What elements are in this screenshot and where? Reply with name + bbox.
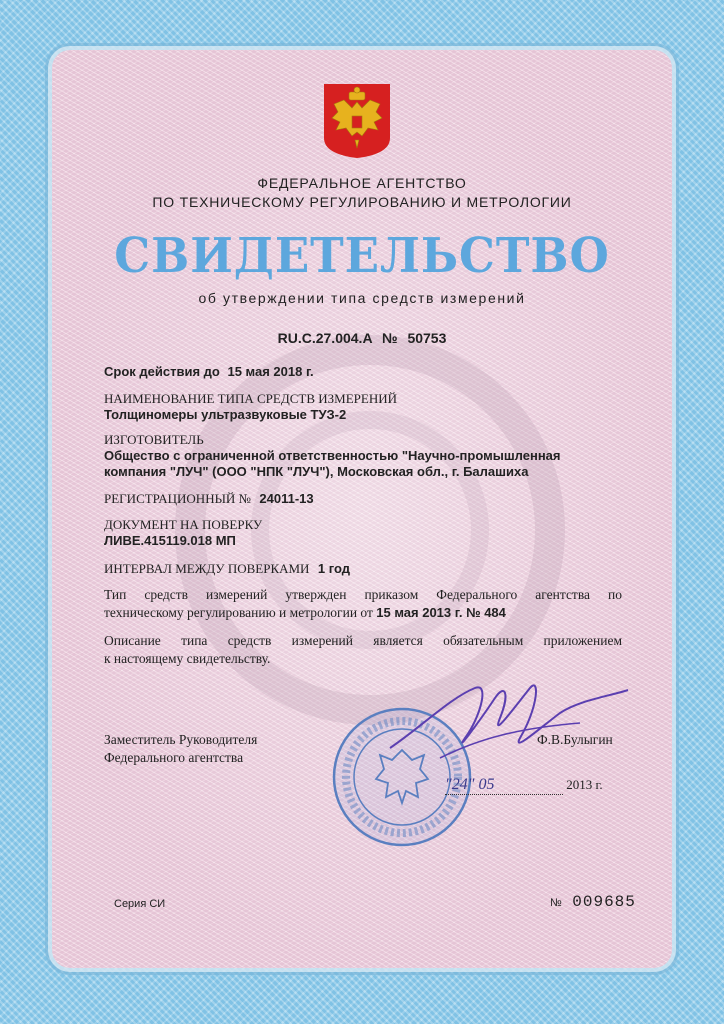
signer-name: Ф.В.Булыгин bbox=[537, 732, 613, 747]
manufacturer-label: ИЗГОТОВИТЕЛЬ bbox=[104, 432, 204, 447]
interval-line bbox=[104, 560, 350, 578]
interval-label: ИНТЕРВАЛ МЕЖДУ ПОВЕРКАМИ bbox=[104, 561, 310, 576]
description-line-2: к настоящему свидетельству. bbox=[104, 651, 271, 666]
registration-line bbox=[104, 490, 314, 508]
agency-line-2: ПО ТЕХНИЧЕСКОМУ РЕГУЛИРОВАНИЮ И МЕТРОЛОГИИ bbox=[152, 194, 572, 210]
description-line-1: Описание типа средств измерений является обязательным приложением bbox=[104, 633, 622, 648]
certificate-subtitle: об утверждении типа средств измерений bbox=[198, 290, 526, 306]
manufacturer-line-2: компания "ЛУЧ" (ООО "НПК "ЛУЧ"), Московская обл., г. Балашиха bbox=[104, 464, 529, 479]
series-label: Серия СИ bbox=[114, 898, 166, 910]
manufacturer-line-1: Общество с ограниченной ответственностью "Научно-промышленная bbox=[104, 448, 561, 463]
serial-number-block bbox=[550, 893, 636, 911]
validity-label: Срок действия до bbox=[104, 364, 220, 379]
certificate-title: СВИДЕТЕЛЬСТВО bbox=[114, 228, 610, 284]
sign-year: 2013 г. bbox=[566, 777, 603, 792]
approval-line-2 bbox=[104, 604, 622, 622]
registration-code bbox=[0, 330, 724, 346]
serial-number: 009685 bbox=[572, 893, 636, 911]
approval-line-2-start: техническому регулированию и метрологии от bbox=[104, 605, 373, 620]
serial-sign: № bbox=[550, 897, 562, 909]
validity-date: 15 мая 2018 г. bbox=[227, 364, 314, 379]
reg-prefix: RU.C.27.004.A bbox=[277, 330, 373, 346]
signer-title-line-2: Федерального агентства bbox=[104, 750, 244, 765]
interval-value: 1 год bbox=[317, 561, 351, 576]
validity-line bbox=[104, 364, 314, 379]
verification-doc-value: ЛИВЕ.415119.018 МП bbox=[104, 533, 236, 548]
russian-emblem-icon bbox=[322, 82, 392, 160]
signature-icon bbox=[380, 668, 630, 778]
approval-date-order: 15 мая 2013 г. № 484 bbox=[376, 605, 506, 620]
approval-paragraph bbox=[104, 586, 622, 622]
sign-date-handwritten: "24" 05 bbox=[445, 776, 563, 795]
description-paragraph bbox=[104, 632, 622, 668]
signer-title bbox=[104, 731, 257, 767]
verification-doc-label: ДОКУМЕНТ НА ПОВЕРКУ bbox=[104, 517, 263, 532]
registration-value: 24011-13 bbox=[259, 491, 314, 506]
type-value: Толщиномеры ультразвуковые ТУЗ-2 bbox=[104, 407, 347, 422]
agency-line-1: ФЕДЕРАЛЬНОЕ АГЕНТСТВО bbox=[257, 175, 467, 191]
registration-label: РЕГИСТРАЦИОННЫЙ № bbox=[104, 491, 251, 506]
reg-number: 50753 bbox=[407, 330, 447, 346]
sign-date-line bbox=[445, 776, 620, 795]
type-label: НАИМЕНОВАНИЕ ТИПА СРЕДСТВ ИЗМЕРЕНИЙ bbox=[104, 391, 397, 406]
approval-line-1: Тип средств измерений утвержден приказом Федерального агентства по bbox=[104, 587, 622, 602]
signer-title-line-1: Заместитель Руководителя bbox=[104, 732, 258, 747]
reg-no-sign: № bbox=[381, 330, 398, 346]
